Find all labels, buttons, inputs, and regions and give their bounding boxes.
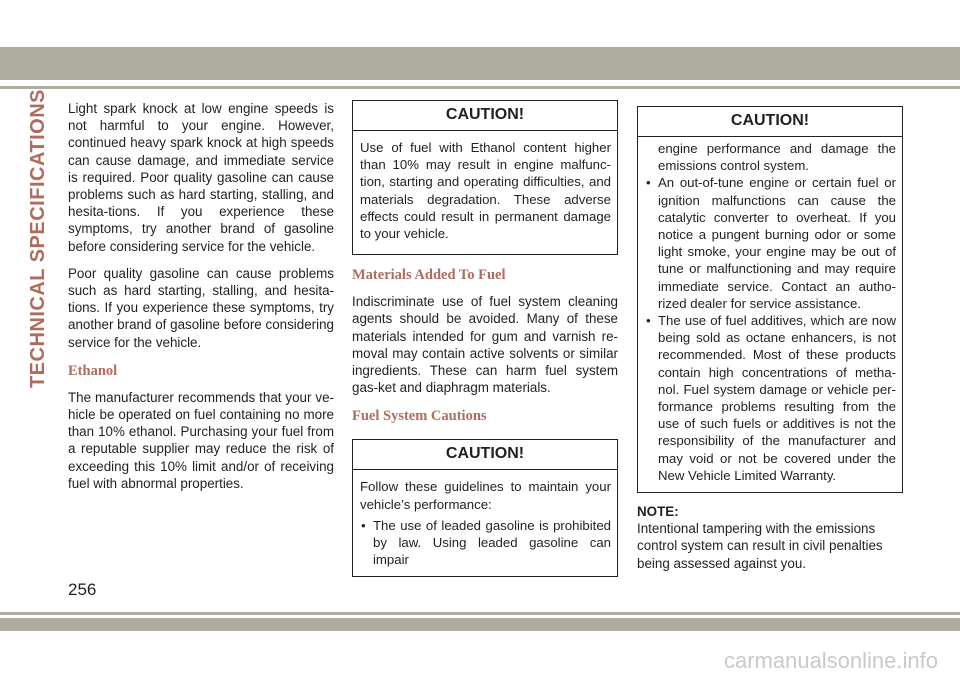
caution-intro: Follow these guidelines to maintain your vehicle’s performance: — [360, 479, 611, 512]
caution-box-continued — [637, 106, 903, 493]
caution-bullet-text: The use of leaded gasoline is prohibited by law. Using leaded gasoline can impair — [373, 517, 611, 568]
column-2 — [352, 100, 618, 589]
header-rule — [0, 86, 960, 89]
section-tab-label: TECHNICAL SPECIFICATIONS — [27, 88, 50, 388]
footer-band — [0, 618, 960, 631]
paragraph-materials: Indiscriminate use of fuel system cleaning agents should be avoided. Many of these materials intended for gum and varnish re-moval may contain active solvents or similar ingredients. These can harm fuel system gas-ket and diaphragm materials. — [352, 294, 618, 396]
column-1 — [68, 100, 334, 502]
caution-continued-text: engine performance and damage the emissions control system. — [658, 141, 896, 174]
caution-bullet-text: An out-of-tune engine or certain fuel or ignition malfunctions can cause the catalytic converter to overheat. If you notice a pungent burning odor or some light smoke, your engine may be out of tune or malfunctioning and may require immediate service. Contact an autho-rized dealer for service assistance. — [658, 175, 896, 311]
bullet-glyph: • — [646, 313, 651, 329]
bullet-glyph: • — [361, 517, 366, 533]
caution-bullet-text: The use of fuel additives, which are now being sold as octane enhancers, is not recommended. Most of these products contain high concentrations of metha-nol. Fuel system damage or vehicle per-formance problems resulting from the use of such fuels or additives is not the responsibility of the manufacturer and may void or not be covered under the New Vehicle Limited Warranty. — [658, 313, 896, 483]
watermark: carmanualsonline.info — [723, 648, 938, 673]
bullet-glyph: • — [646, 175, 651, 191]
caution-box-ethanol — [352, 100, 618, 255]
caution-title: CAUTION! — [353, 101, 617, 131]
note-text: Intentional tampering with the emissions control system can result in civil penalties being assessed against you. — [637, 521, 883, 571]
caution-title: CAUTION! — [638, 107, 902, 137]
column-3 — [637, 106, 903, 572]
note-label: NOTE: — [637, 504, 679, 520]
caution-box-fuel-system — [352, 439, 618, 577]
section-tab — [27, 88, 50, 388]
paragraph-spark-knock: Light spark knock at low engine speeds is not harmful to your engine. However, continued heavy spark knock at high speeds can cause damage, and immediate service is required. Poor quality gasoline can cause problems such as hard starting, stalling, and hesita-tions. If you experience these symptoms, try another brand of gasoline before considering service for the vehicle. — [68, 101, 334, 254]
heading-fuel-system-cautions: Fuel System Cautions — [352, 408, 487, 425]
caution-title: CAUTION! — [353, 440, 617, 470]
paragraph-ethanol: The manufacturer recommends that your ve-hicle be operated on fuel containing no more than 10% ethanol. Purchasing your fuel from a reputable supplier may reduce the risk of exceeding this 10% limit and/or of receiving fuel with abnormal properties. — [68, 389, 334, 491]
footer-rule — [0, 612, 960, 615]
caution-text: Use of fuel with Ethanol content higher than 10% may result in engine malfunc-tion, starting and operating difficulties, and materials degradation. These adverse effects could result in permanent damage to your vehicle. — [360, 140, 611, 242]
caution-bullet — [645, 312, 896, 484]
paragraph-poor-quality: Poor quality gasoline can cause problems such as hard starting, stalling, and hesita-tions. If you experience these symptoms, try another brand of gasoline before considering service for the vehicle. — [68, 265, 334, 350]
page-number: 256 — [68, 580, 97, 599]
header-band — [0, 47, 960, 80]
caution-bullet — [645, 174, 896, 312]
heading-materials-added: Materials Added To Fuel — [352, 267, 506, 284]
heading-ethanol: Ethanol — [68, 362, 118, 379]
caution-bullet — [360, 517, 611, 569]
